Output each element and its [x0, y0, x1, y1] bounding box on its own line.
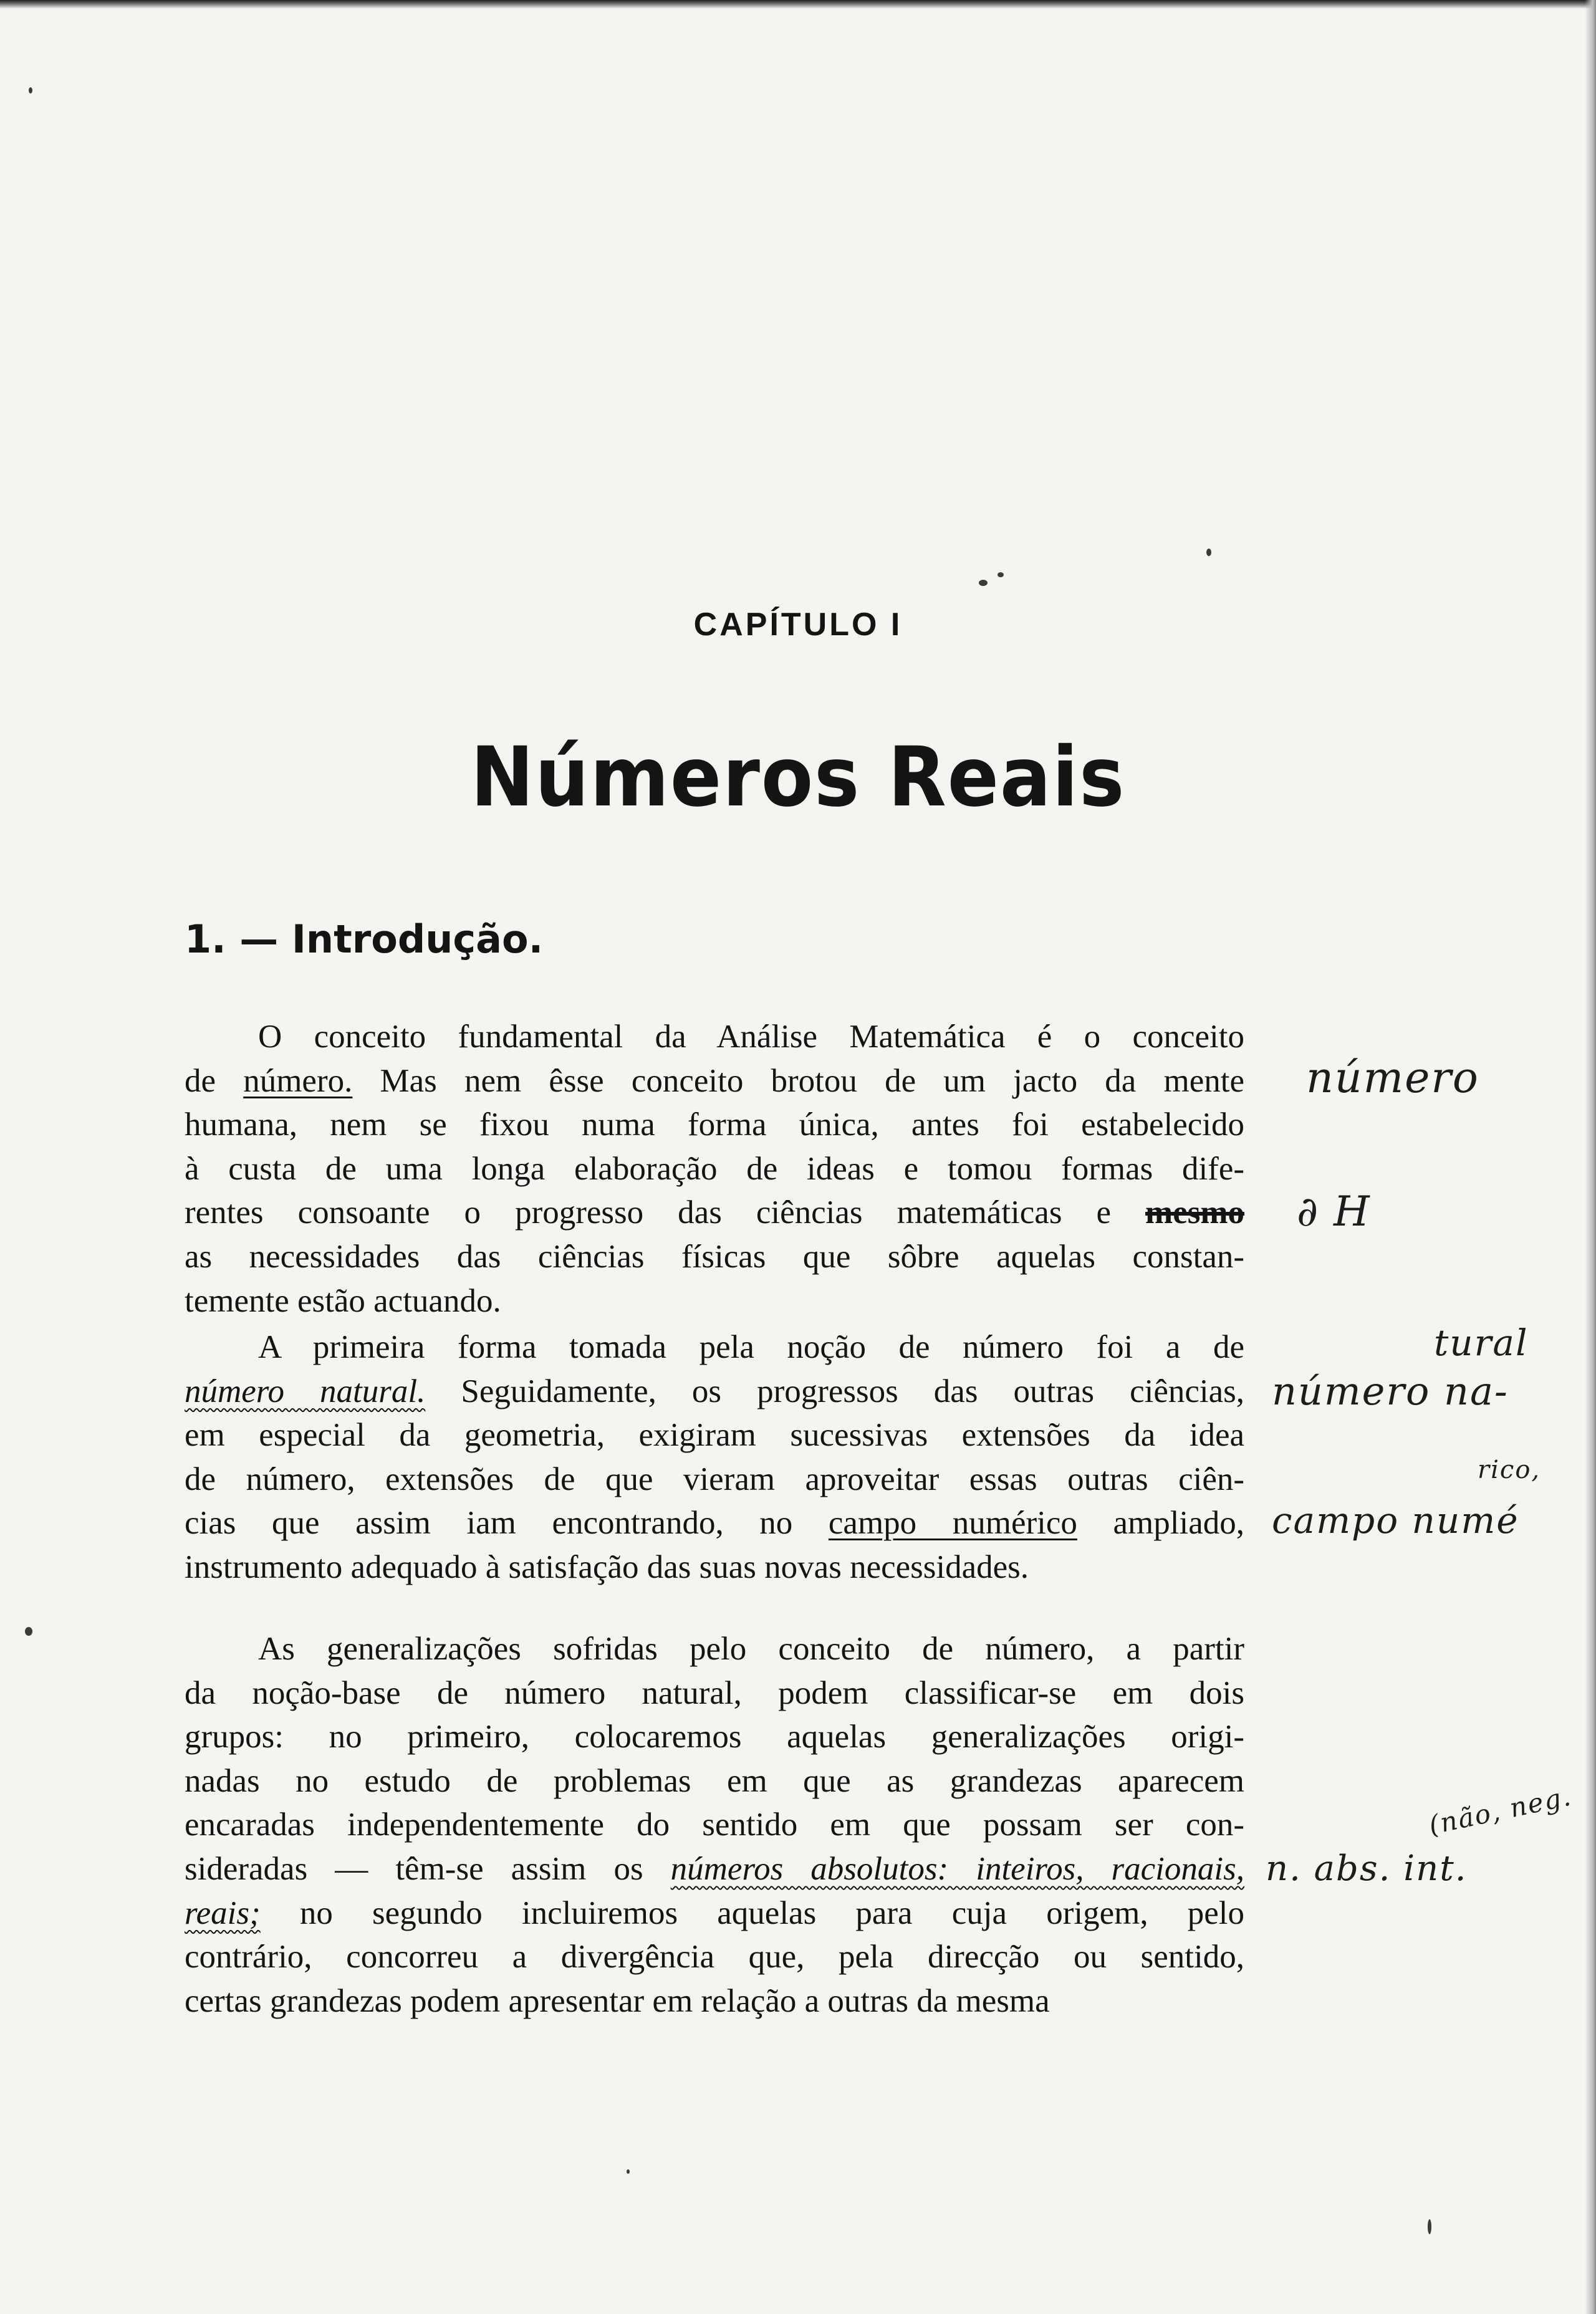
text-line: As generalizações sofridas pelo conceito de número, a partir	[258, 1631, 1244, 1667]
text-line: as necessidades das ciências físicas que sôbre aquelas constan-	[185, 1238, 1244, 1275]
margin-note: número na-	[1272, 1368, 1509, 1414]
margin-note: rico,	[1478, 1456, 1541, 1484]
text-fragment: no segundo incluiremos aquelas para cuja origem, pelo	[260, 1894, 1244, 1931]
underlined-term: campo numérico	[828, 1505, 1077, 1542]
text-line: contrário, concorreu a divergência que, pela direcção ou sentido,	[185, 1939, 1244, 1976]
chapter-title: Números Reais	[470, 729, 1126, 825]
scan-speck	[1206, 549, 1211, 556]
margin-note: número	[1306, 1054, 1479, 1103]
italic-term: números absolutos: inteiros, racionais,	[670, 1850, 1244, 1887]
margin-note: (não, neg.	[1426, 1780, 1575, 1841]
text-line: instrumento adequado à satisfação das suas novas necessidades.	[185, 1548, 1029, 1585]
section-heading: 1. — Introdução.	[185, 916, 544, 962]
page-top-edge	[0, 0, 1596, 9]
scan-speck	[979, 580, 988, 586]
text-line	[185, 1847, 1244, 1891]
text-line: em especial da geometria, exigiram sucessivas extensões da idea	[185, 1417, 1244, 1454]
margin-note: n. abs. int.	[1266, 1848, 1468, 1889]
text-fragment: Seguidamente, os progressos das outras ciências,	[425, 1373, 1244, 1409]
text-line: temente estão actuando.	[185, 1282, 501, 1319]
text-line: nadas no estudo de problemas em que as grandezas aparecem	[185, 1762, 1244, 1799]
text-fragment: de	[185, 1062, 244, 1099]
text-line	[185, 1370, 1244, 1414]
paragraph-2	[185, 1325, 1244, 1590]
scan-speck	[998, 572, 1004, 577]
text-line	[185, 1059, 1244, 1103]
text-line: de número, extensões de que vieram aproveitar essas outras ciên-	[185, 1461, 1244, 1497]
text-fragment: sideradas — têm-se assim os	[185, 1850, 671, 1887]
scan-speck	[627, 2169, 630, 2174]
scan-speck	[29, 87, 32, 94]
text-line	[185, 1501, 1244, 1545]
text-fragment: cias que assim iam encontrando, no	[185, 1505, 829, 1542]
underlined-term: número.	[243, 1062, 353, 1099]
chapter-label: CAPÍTULO I	[693, 607, 903, 643]
margin-note: tural	[1434, 1322, 1529, 1364]
text-line: grupos: no primeiro, colocaremos aquelas generalizações origi-	[185, 1719, 1244, 1755]
text-line	[185, 1891, 1244, 1936]
text-fragment: Mas nem êsse conceito brotou de um jacto da mente	[352, 1062, 1244, 1099]
margin-note: ∂ H	[1297, 1188, 1371, 1236]
text-line: à custa de uma longa elaboração de ideas e tomou formas dife-	[185, 1150, 1244, 1187]
text-line: certas grandezas podem apresentar em relação a outras da mesma	[185, 1982, 1050, 2019]
text-line: encaradas independentemente do sentido em que possam ser con-	[185, 1807, 1244, 1843]
italic-term: número natural.	[185, 1373, 426, 1409]
text-line: O conceito fundamental da Análise Matemática é o conceito	[258, 1019, 1244, 1055]
margin-note: campo numé	[1272, 1499, 1519, 1542]
text-line: A primeira forma tomada pela noção de número foi a de	[258, 1329, 1244, 1365]
page-right-edge	[1585, 0, 1596, 2314]
text-line	[185, 1191, 1244, 1235]
paragraph-3	[185, 1627, 1244, 2023]
italic-term: reais;	[185, 1894, 261, 1931]
paragraph-1	[185, 1015, 1244, 1323]
text-fragment: ampliado,	[1077, 1505, 1245, 1542]
text-line: da noção-base de número natural, podem classificar-se em dois	[185, 1674, 1244, 1711]
text-fragment: rentes consoante o progresso das ciências matemáticas e	[185, 1194, 1146, 1231]
scan-speck	[1428, 2219, 1431, 2234]
struck-word: mesmo	[1145, 1194, 1244, 1231]
scan-speck	[25, 1627, 32, 1636]
text-line: humana, nem se fixou numa forma única, antes foi estabelecido	[185, 1107, 1244, 1143]
